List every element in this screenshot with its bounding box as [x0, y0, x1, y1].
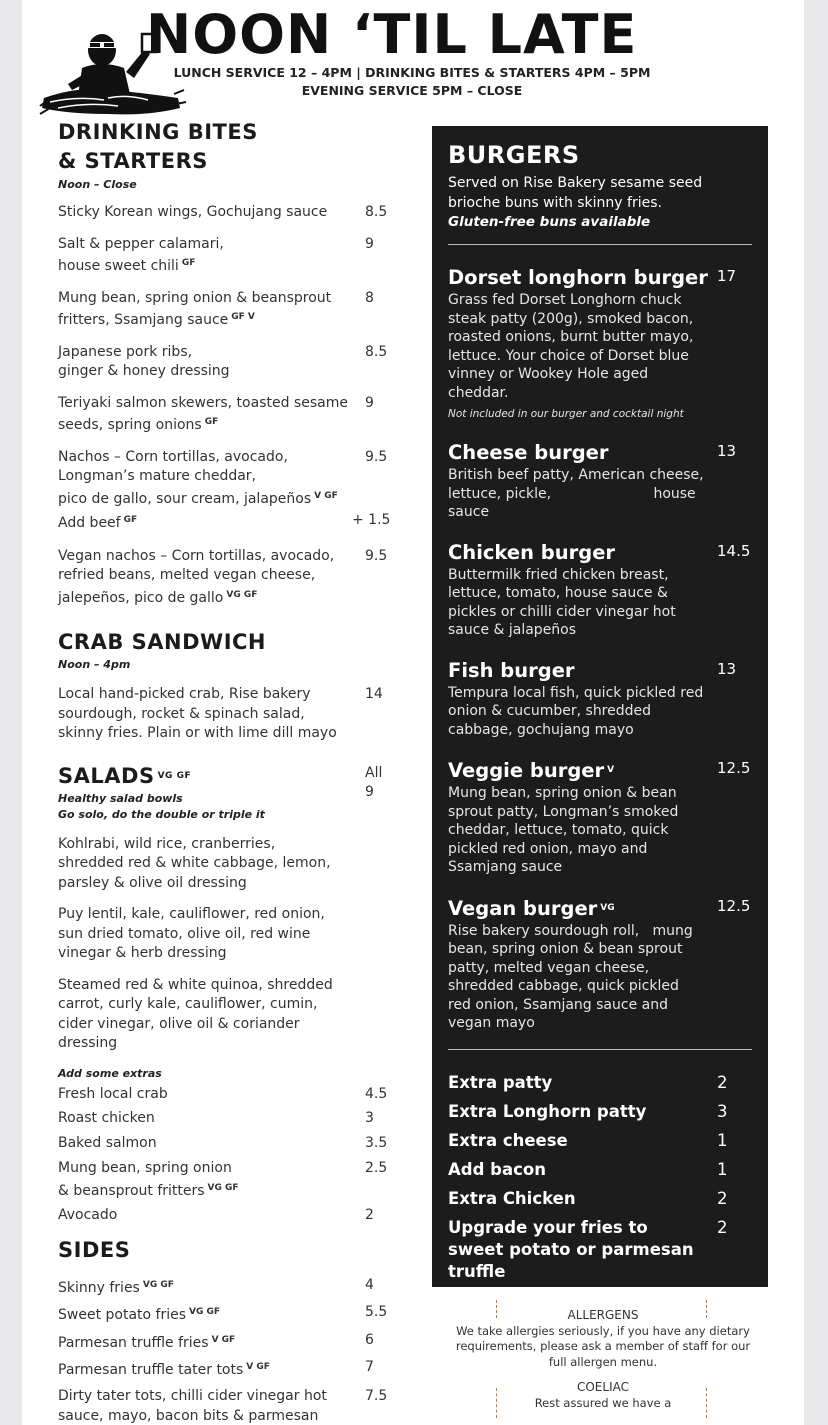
item-line: sun dried tomato, olive oil, red wine: [58, 925, 311, 942]
burgers-intro: [448, 174, 752, 213]
extra-name: Upgrade your fries to sweet potato or parmesan truffle: [448, 1217, 694, 1281]
service-line-2: EVENING SERVICE 5PM – CLOSE: [301, 83, 523, 98]
side-row: [58, 1406, 398, 1425]
burger-description: Grass fed Dorset Longhorn chuck steak patty (200g), smoked bacon, roasted onions, burnt butter mayo, lettuce. Your choice of Dorset blue vinney or Wookey Hole aged cheddar.: [448, 292, 694, 401]
dietary-tag: VG: [600, 902, 615, 913]
item-line: jalepeños, pico de gallo: [58, 589, 224, 606]
burger-name: Chicken burger: [448, 540, 616, 564]
burger-name: Fish burger: [448, 658, 575, 682]
section-title-sides: SIDES: [58, 1237, 131, 1262]
dietary-tag: VG GF: [157, 770, 192, 781]
extra-row: [58, 1158, 398, 1178]
menu-page: [22, 0, 804, 1425]
extra-price: 4.5: [365, 1085, 388, 1102]
extra-name: Roast chicken: [58, 1110, 155, 1126]
dietary-tag: V GF: [211, 1334, 236, 1345]
extra-row: [58, 1082, 398, 1107]
burger-name: Dorset longhorn burger: [448, 266, 708, 289]
item-line: Add beef: [58, 515, 121, 531]
menu-item: [58, 394, 398, 436]
burger-description: Tempura local fish, quick pickled red onion & cucumber, shredded cabbage, gochujang mayo: [448, 684, 704, 738]
service-hours: [152, 64, 672, 100]
burger-note: Not included in our burger and cocktail night: [448, 408, 684, 420]
extra-price: 3: [717, 1101, 728, 1121]
salads-price: [365, 764, 382, 802]
item-line: shredded red & white cabbage, lemon,: [58, 855, 331, 871]
item-line: dressing: [58, 1035, 118, 1051]
extra-price: 1: [717, 1130, 728, 1150]
section-title-drinking-1: DRINKING BITES: [58, 120, 258, 144]
extra-name: & beansprout fritters: [58, 1183, 205, 1199]
item-line: Kohlrabi, wild rice, cranberries,: [58, 835, 276, 852]
allergens-info: [438, 1298, 768, 1411]
burger-item: [448, 757, 752, 877]
side-name: Dirty tater tots, chilli cider vinegar hot: [58, 1387, 327, 1404]
side-name: sauce, mayo, bacon bits & parmesan: [58, 1407, 319, 1424]
item-price: 9.5: [365, 448, 388, 465]
dietary-tag: GF: [204, 417, 219, 427]
item-line: fritters, Ssamjang sauce: [58, 312, 229, 328]
dietary-tag: GF: [123, 515, 138, 525]
section-title-burgers: BURGERS: [448, 141, 580, 169]
item-line: Sticky Korean wings, Gochujang sauce: [58, 204, 328, 220]
extra-row: [58, 1203, 398, 1228]
burgers-intro-line-2: brioche buns with skinny fries.: [448, 194, 662, 211]
burger-description: Rise bakery sourdough roll, mung bean, spring onion & bean sprout patty, melted vegan cheese, shredded cabbage, quick pickled red onion, Ssamjang sauce and vegan mayo: [448, 922, 731, 1031]
burger-price: 12.5: [717, 896, 751, 915]
item-line: ginger & honey dressing: [58, 363, 230, 379]
menu-item: [58, 685, 398, 744]
dietary-tag: VG GF: [142, 1279, 174, 1290]
burgers-content: [448, 140, 752, 1283]
extra-name: Add bacon: [448, 1159, 546, 1179]
burger-name: Vegan burger: [448, 896, 598, 920]
extra-name: Fresh local crab: [58, 1085, 168, 1102]
salads-title-text: SALADS: [58, 763, 155, 788]
left-column: [58, 118, 398, 1425]
burger-extra-row: [448, 1217, 752, 1283]
side-row: [58, 1273, 398, 1301]
burger-name: Veggie burger: [448, 759, 605, 782]
burger-item: [448, 895, 752, 1033]
item-line: parsley & olive oil dressing: [58, 874, 247, 891]
section-note-crab: Noon – 4pm: [58, 658, 131, 671]
burger-item: [448, 540, 752, 640]
burger-extra-row: [448, 1126, 752, 1155]
allergens-text: We take allergies seriously, if you have any dietary requirements, please ask a member of staff for our full allergen menu.: [455, 1323, 751, 1369]
dietary-tag: VG GF: [189, 1307, 221, 1317]
menu-item: [58, 547, 398, 609]
allergens-title: ALLERGENS: [567, 1308, 639, 1322]
menu-item: [58, 343, 398, 382]
item-line: Puy lentil, kale, cauliflower, red onion,: [58, 906, 325, 922]
burger-description: British beef patty, American cheese, lettuce, pickle, house sauce: [448, 467, 709, 520]
side-row: [58, 1300, 398, 1328]
extra-price: 3: [365, 1110, 374, 1126]
menu-item-add-beef: [58, 511, 398, 534]
crab-section: [58, 628, 398, 744]
menu-item: [58, 203, 398, 223]
side-price: 7: [365, 1359, 374, 1375]
side-name: Sweet potato fries: [58, 1307, 187, 1323]
item-line: Salt & pepper calamari,: [58, 235, 224, 252]
salads-price-value: 9: [365, 783, 374, 800]
service-line-1: LUNCH SERVICE 12 – 4PM | DRINKING BITES & STARTERS 4PM – 5PM: [173, 65, 651, 80]
section-title-drinking-2: & STARTERS: [58, 149, 208, 173]
dietary-tag: GF: [181, 258, 196, 268]
burger-item: [448, 658, 752, 740]
item-price: 14: [365, 686, 383, 702]
coeliac-text: Rest assured we have a: [534, 1395, 672, 1410]
item-price: 9: [365, 394, 374, 411]
side-name: Skinny fries: [58, 1279, 140, 1296]
dietary-tag: V GF: [314, 490, 338, 501]
item-price: 8.5: [365, 343, 388, 360]
item-line: Vegan nachos – Corn tortillas, avocado,: [58, 547, 335, 564]
extra-price: 2.5: [365, 1160, 388, 1176]
extra-price: 2: [717, 1072, 728, 1092]
item-line: carrot, curly kale, cauliflower, cumin,: [58, 996, 318, 1012]
burger-price: 13: [717, 442, 737, 460]
burgers-gf-note: Gluten-free buns available: [448, 214, 651, 230]
dietary-tag: V GF: [246, 1362, 270, 1372]
extra-name: Extra Chicken: [448, 1188, 576, 1208]
burger-extra-row: [448, 1068, 752, 1097]
item-price: 9: [365, 235, 374, 252]
menu-item: [58, 835, 398, 894]
burger-description: Mung bean, spring onion & bean sprout patty, Longman’s smoked cheddar, lettuce, tomato, quick pickled red onion, mayo and Ssamjang sauce: [448, 785, 679, 875]
item-price: + 1.5: [352, 512, 391, 528]
divider: [448, 1049, 752, 1050]
item-price: 8.5: [365, 204, 388, 220]
item-line: house sweet chili: [58, 258, 179, 274]
item-line: Teriyaki salmon skewers, toasted sesame: [58, 394, 348, 411]
section-title-crab: CRAB SANDWICH: [58, 630, 266, 654]
dietary-tag: V: [607, 765, 615, 775]
extra-name: Baked salmon: [58, 1134, 157, 1151]
item-price: 9.5: [365, 547, 388, 564]
burger-extra-row: [448, 1184, 752, 1213]
extra-name: Mung bean, spring onion: [58, 1160, 232, 1176]
extras-note: Add some extras: [58, 1066, 162, 1080]
item-line: Mung bean, spring onion & beansprout: [58, 289, 332, 306]
extra-name: Avocado: [58, 1207, 118, 1223]
side-name: Parmesan truffle tater tots: [58, 1362, 244, 1378]
drinking-section: [58, 118, 398, 608]
item-line: Nachos – Corn tortillas, avocado,: [58, 448, 288, 465]
divider: [448, 244, 752, 245]
menu-item: [58, 289, 398, 331]
burger-description: Buttermilk fried chicken breast, lettuce, tomato, house sauce & pickles or chilli cider vinegar hot sauce & jalapeños: [448, 566, 676, 638]
salads-price-label: All: [365, 764, 383, 781]
burgers-panel: [432, 126, 768, 1287]
burgers-intro-line-1: Served on Rise Bakery sesame seed: [448, 175, 703, 191]
section-note-salads-2: Go solo, do the double or triple it: [58, 807, 265, 821]
page-title: NOON ‘TIL LATE: [146, 3, 638, 66]
coeliac-title: COELIAC: [576, 1380, 629, 1394]
side-price: 5.5: [365, 1304, 388, 1320]
item-line: cider vinegar, olive oil & coriander: [58, 1015, 300, 1032]
burger-name: Cheese burger: [448, 441, 609, 464]
item-price: 8: [365, 289, 374, 306]
burger-price: 17: [717, 267, 737, 285]
extra-price: 2: [717, 1188, 728, 1208]
sides-section: [58, 1236, 398, 1425]
dietary-tag: VG GF: [207, 1183, 239, 1193]
burger-item: [448, 265, 752, 422]
burger-extra-row: [448, 1155, 752, 1184]
extra-row: [58, 1106, 398, 1131]
burger-price: 14.5: [717, 541, 751, 560]
burger-price: 12.5: [717, 759, 751, 777]
section-note-salads-1: Healthy salad bowls: [58, 791, 183, 805]
side-row: [58, 1355, 398, 1383]
dietary-tag: VG GF: [226, 589, 258, 600]
item-line: Longman’s mature cheddar,: [58, 468, 256, 484]
burger-price: 13: [717, 659, 737, 678]
burger-item: [448, 440, 752, 522]
side-row: [58, 1328, 398, 1356]
burger-extra-row: [448, 1097, 752, 1126]
side-price: 6: [365, 1331, 374, 1348]
dietary-tag: GF V: [231, 312, 255, 322]
item-line: Local hand-picked crab, Rise bakery: [58, 686, 311, 702]
extra-price: 2: [717, 1217, 728, 1237]
side-row: [58, 1386, 398, 1406]
item-line: vinegar & herb dressing: [58, 945, 227, 961]
section-note-drinking: Noon – Close: [58, 178, 137, 191]
item-line: pico de gallo, sour cream, jalapeños: [58, 490, 312, 507]
extra-price: 1: [717, 1159, 728, 1179]
extra-name: Extra cheese: [448, 1130, 568, 1150]
menu-item: [58, 976, 398, 1054]
extra-price: 3.5: [365, 1134, 388, 1151]
item-line: seeds, spring onions: [58, 417, 202, 433]
item-line: sourdough, rocket & spinach salad,: [58, 705, 305, 722]
salads-section: [58, 762, 398, 1228]
side-price: 4: [365, 1276, 374, 1293]
item-line: Steamed red & white quinoa, shredded: [58, 976, 333, 993]
section-title-salads: [58, 762, 398, 791]
burger-extras: [448, 1068, 752, 1283]
menu-item: [58, 448, 398, 510]
menu-item: [58, 905, 398, 964]
extra-name: Extra patty: [448, 1072, 553, 1092]
extra-name: Extra Longhorn patty: [448, 1101, 647, 1121]
item-line: skinny fries. Plain or with lime dill mayo: [58, 725, 337, 741]
extra-row: [58, 1131, 398, 1156]
item-line: refried beans, melted vegan cheese,: [58, 567, 316, 583]
extra-price: 2: [365, 1207, 374, 1223]
item-line: Japanese pork ribs,: [58, 343, 193, 360]
menu-item: [58, 235, 398, 277]
side-name: Parmesan truffle fries: [58, 1334, 209, 1351]
side-price: 7.5: [365, 1387, 388, 1404]
extra-row: [58, 1178, 398, 1201]
